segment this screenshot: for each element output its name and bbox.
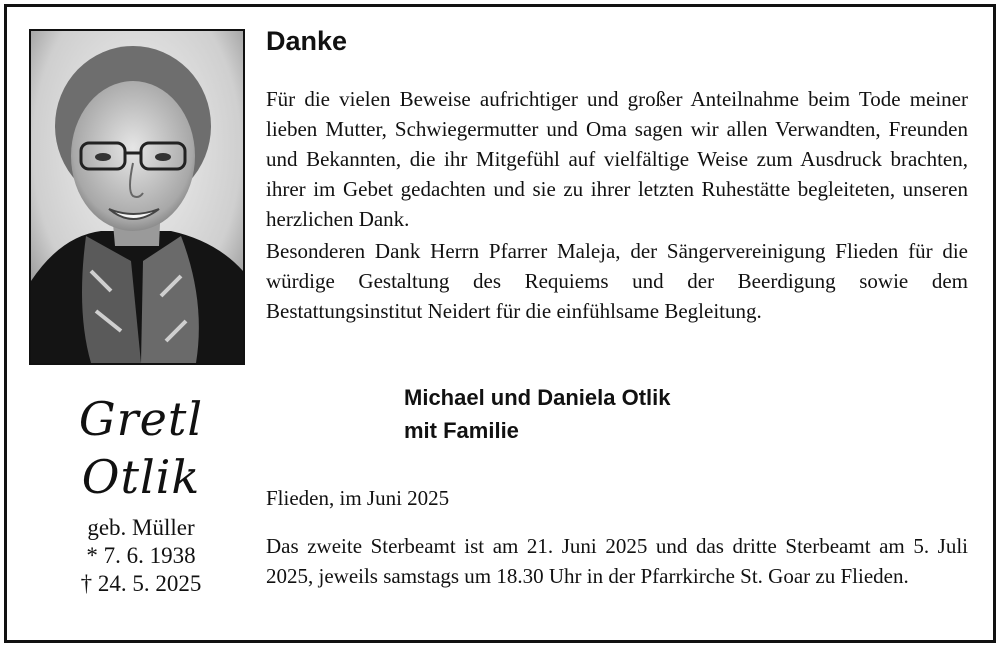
thanks-paragraph: Für die vielen Beweise aufrichtiger und großer Anteilnahme beim Tode meiner lieben Mutter, Schwiegermutter und Oma sagen wir allen Verwandten, Freunden und Bekannten, die ihr Mitgefühl auf vielfältige Weise zum Ausdruck brachten, ihrer im Gebet gedachten und sie zu ihrer letzten Ruhestätte begleiteten, unseren herzlichen Dank. — [266, 87, 968, 231]
signature-names: Michael und Daniela Otlik — [404, 385, 671, 410]
deceased-last-name: Otlik — [81, 450, 201, 504]
memorial-mass-paragraph: Das zweite Sterbeamt ist am 21. Juni 2025 und das dritte Sterbeamt am 5. Juli 2025, jeweils samstags um 18.30 Uhr in der Pfarrkirche St. Goar zu Flieden. — [266, 534, 968, 588]
place-date: Flieden, im Juni 2025 — [266, 486, 450, 510]
special-thanks-paragraph: Besonderen Dank Herrn Pfarrer Maleja, der Sängervereinigung Flieden für die würdige Gestaltung des Requiems und der Beerdigung sowie dem Bestattungsinstitut Neidert für die einfühlsame Begleitung. — [266, 239, 968, 323]
deceased-first-name: Gretl — [78, 392, 204, 446]
signature-family: mit Familie — [404, 418, 519, 443]
notice-title: Danke — [266, 26, 348, 56]
portrait-photo — [29, 29, 245, 365]
birth-date: * 7. 6. 1938 — [86, 543, 196, 568]
maiden-name: geb. Müller — [87, 515, 195, 540]
death-date: † 24. 5. 2025 — [80, 571, 202, 596]
